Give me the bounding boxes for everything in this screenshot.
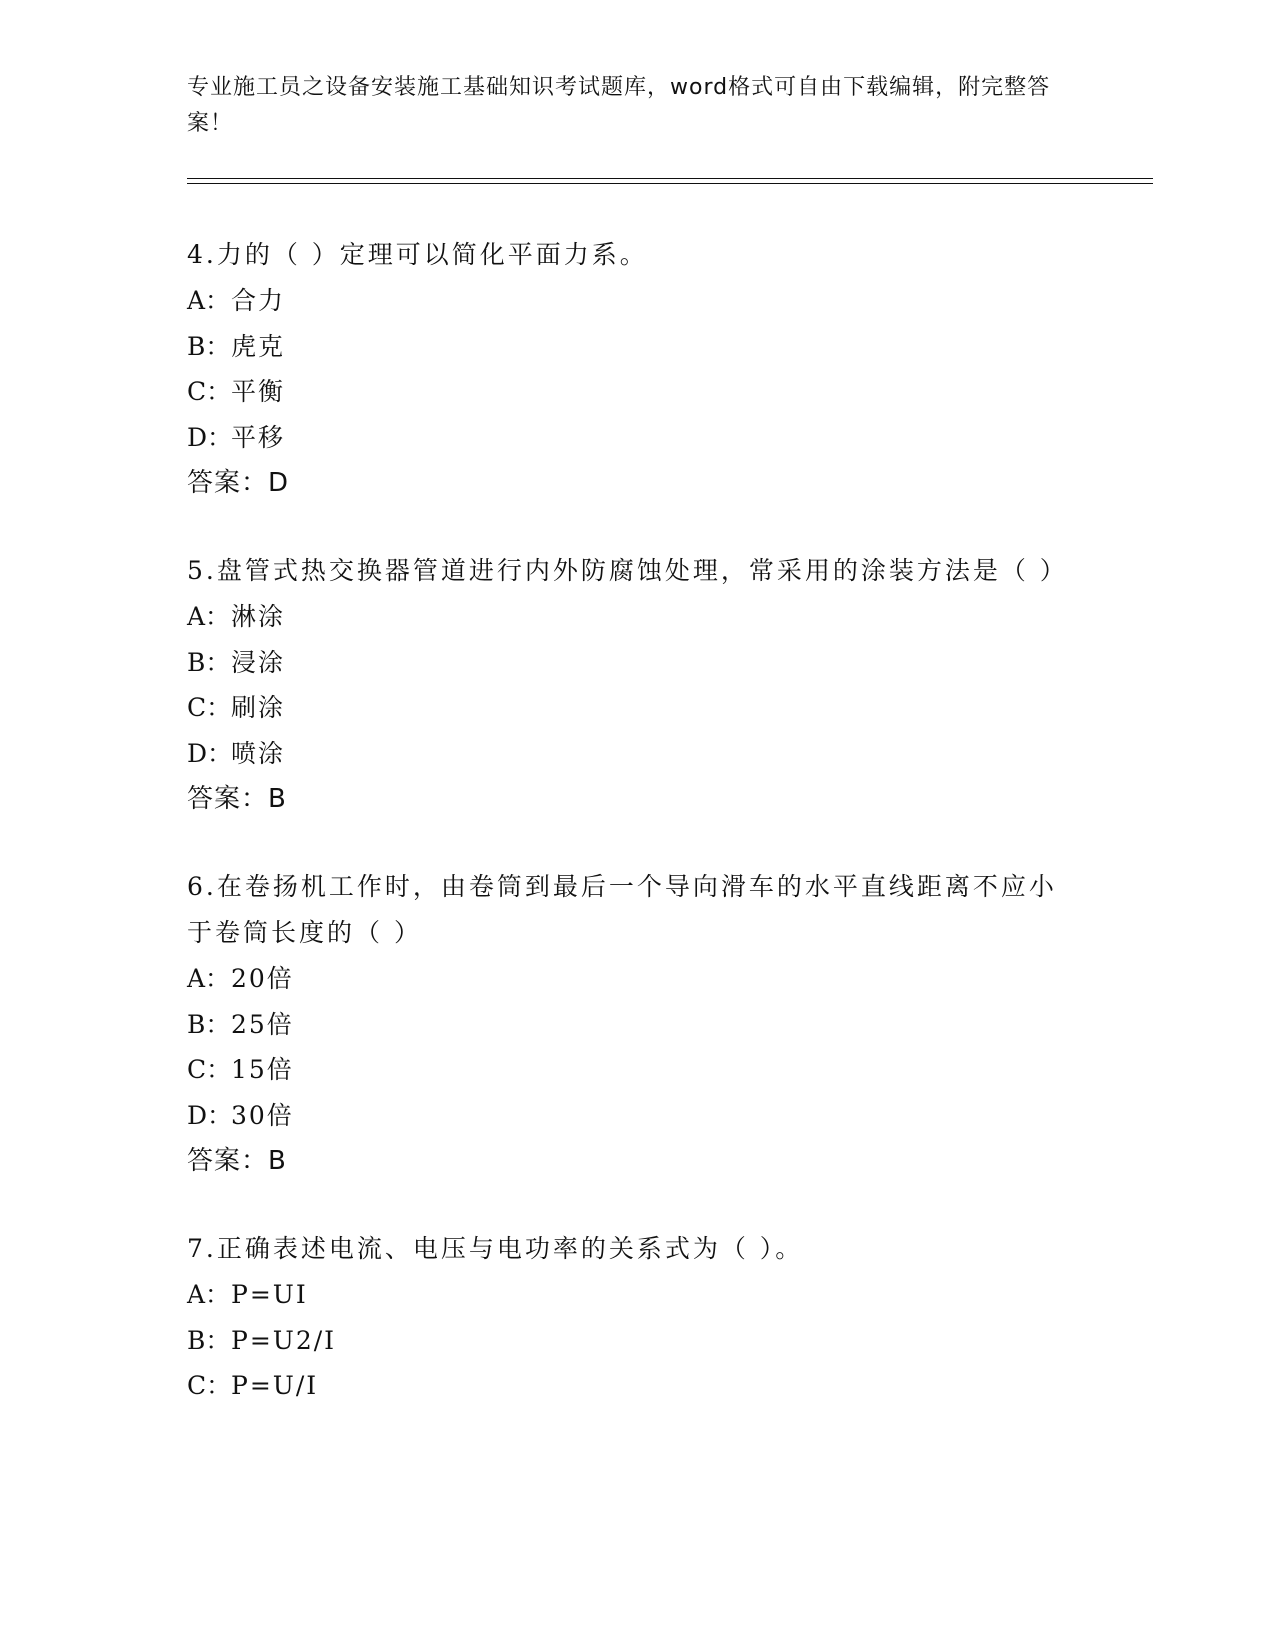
option-text: 15倍 [231, 1055, 294, 1084]
option-a [187, 1272, 1067, 1318]
option-a [187, 278, 1067, 324]
option-c [187, 685, 1067, 731]
option-text: 30倍 [231, 1100, 294, 1130]
question-list [187, 232, 1067, 1451]
option-b [187, 1002, 1067, 1048]
question-5 [187, 548, 1067, 822]
option-text: 平衡 [231, 377, 286, 406]
option-text: 平移 [231, 422, 286, 452]
option-letter: D： [187, 738, 233, 768]
option-d [187, 415, 1067, 461]
option-text: P=U/I [231, 1371, 319, 1400]
question-7 [187, 1226, 1067, 1409]
option-c [187, 1047, 1067, 1093]
option-letter: C： [187, 377, 232, 406]
option-a [187, 956, 1067, 1002]
question-text: 6.在卷扬机工作时，由卷筒到最后一个导向滑车的水平直线距离不应小于卷筒长度的（ ） [187, 872, 1057, 947]
option-letter: C： [187, 1055, 232, 1084]
option-letter: A： [187, 964, 231, 993]
option-text: 合力 [231, 286, 286, 315]
option-text: 刷涂 [231, 693, 286, 722]
answer: 答案：D [187, 468, 290, 498]
option-d [187, 731, 1067, 777]
option-c [187, 369, 1067, 415]
option-letter: B： [187, 1009, 231, 1039]
option-letter: A： [187, 602, 231, 631]
option-letter: C： [187, 693, 232, 722]
option-letter: A： [187, 286, 231, 315]
answer: 答案：B [187, 784, 287, 814]
header-rule-top [187, 178, 1153, 179]
option-text: 虎克 [231, 331, 286, 361]
option-letter: B： [187, 1325, 231, 1355]
option-a [187, 594, 1067, 640]
question-text: 5.盘管式热交换器管道进行内外防腐蚀处理，常采用的涂装方法是（ ） [187, 556, 1068, 585]
option-letter: D： [187, 1100, 233, 1130]
option-text: P=UI [231, 1280, 308, 1309]
option-text: 20倍 [231, 964, 294, 993]
header-rule-bottom [187, 183, 1153, 184]
option-b [187, 1318, 1067, 1364]
option-text: 喷涂 [231, 738, 286, 768]
option-c [187, 1363, 1067, 1409]
option-letter: A： [187, 1280, 231, 1309]
option-letter: C： [187, 1371, 232, 1400]
option-text: 浸涂 [231, 647, 286, 677]
question-text: 7.正确表述电流、电压与电功率的关系式为（ ）。 [187, 1234, 804, 1263]
document-header: 专业施工员之设备安装施工基础知识考试题库，word格式可自由下载编辑，附完整答案！ [187, 75, 1051, 136]
option-b [187, 640, 1067, 686]
question-4 [187, 232, 1067, 506]
question-text: 4.力的（ ）定理可以简化平面力系。 [187, 240, 648, 269]
option-text: 淋涂 [231, 602, 286, 631]
option-text: 25倍 [231, 1009, 294, 1039]
option-text: P=U2/I [231, 1325, 337, 1355]
option-letter: B： [187, 331, 231, 361]
option-d [187, 1093, 1067, 1139]
option-letter: B： [187, 647, 231, 677]
answer: 答案：B [187, 1146, 287, 1176]
option-letter: D： [187, 422, 233, 452]
question-6 [187, 864, 1067, 1184]
option-b [187, 324, 1067, 370]
